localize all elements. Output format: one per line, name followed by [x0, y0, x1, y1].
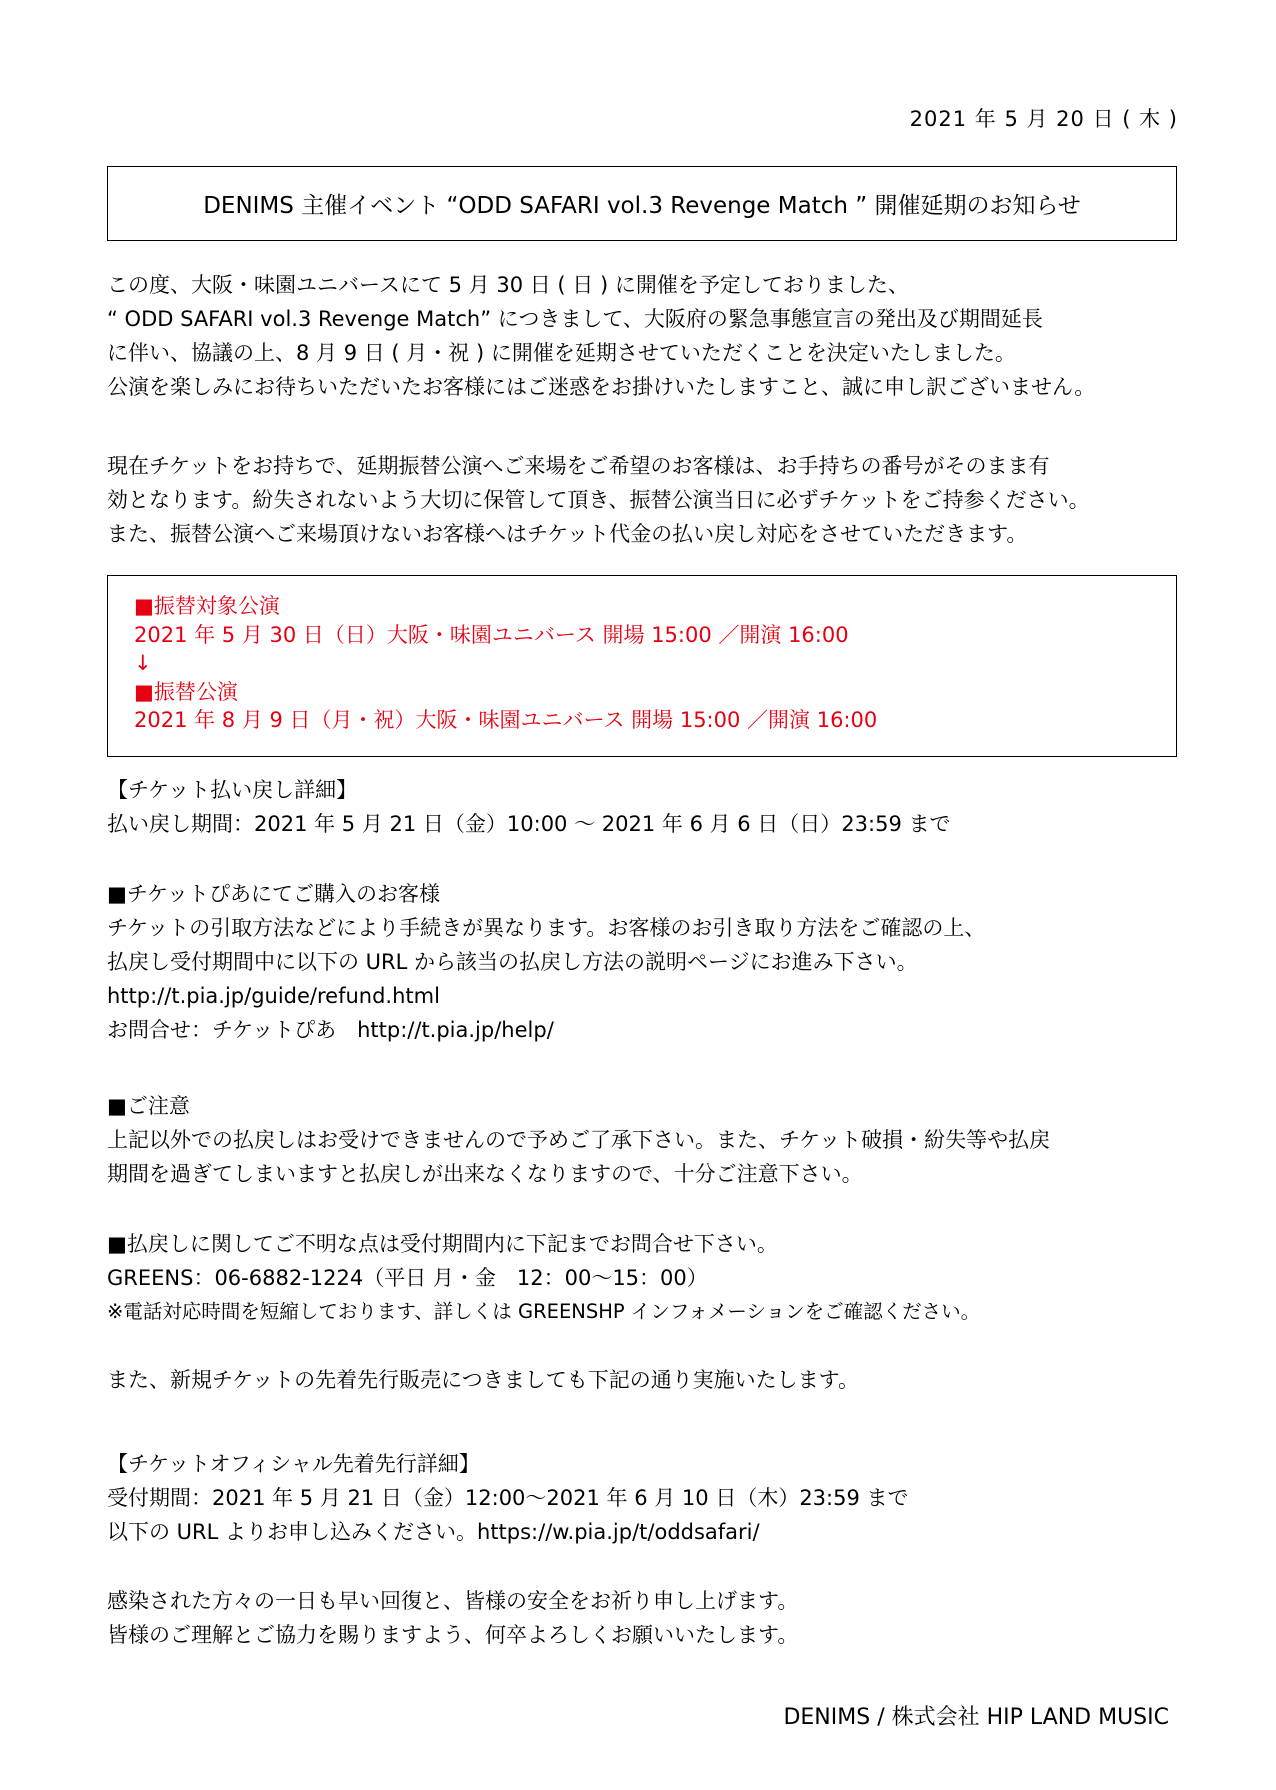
refund-section	[107, 773, 951, 841]
inquiry-note: ※電話対応時間を短縮しております、詳しくは GREENSHP インフォメーションをご確認ください。	[107, 1300, 981, 1323]
ticket-info-line: 効となります。紛失されないよう大切に保管して頂き、振替公演当日に必ずチケットをご持参ください。	[107, 488, 1090, 512]
intro-paragraph	[107, 268, 1095, 404]
intro-line: この度、大阪・味園ユニバースにて 5 月 30 日 ( 日 ) に開催を予定しておりました、	[107, 273, 909, 297]
caution-section	[107, 1089, 1050, 1191]
closing-line: 感染された方々の一日も早い回復と、皆様の安全をお祈り申し上げます。	[107, 1589, 799, 1613]
ticket-info-line: 現在チケットをお持ちで、延期振替公演へご来場をご希望のお客様は、お手持ちの番号がそのまま有	[107, 454, 1050, 478]
official-heading: 【チケットオフィシャル先着先行詳細】	[107, 1452, 480, 1476]
official-url-line[interactable]: 以下の URL よりお申し込みください。https://w.pia.jp/t/oddsafari/	[107, 1520, 760, 1544]
new-sales-notice	[107, 1363, 859, 1397]
ticket-info-paragraph	[107, 449, 1090, 551]
intro-line: “ ODD SAFARI vol.3 Revenge Match” につきまして、大阪府の緊急事態宣言の発出及び期間延長	[107, 307, 1043, 331]
pia-contact: お問合せ：チケットぴあ http://t.pia.jp/help/	[107, 1018, 554, 1042]
new-performance-heading: ■振替公演	[134, 679, 238, 704]
original-performance-heading: ■振替対象公演	[134, 594, 280, 618]
inquiry-phone: GREENS：06-6882-1224（平日 月・金 12：00〜15：00）	[107, 1266, 708, 1290]
ticket-info-line: また、振替公演へご来場頂けないお客様へはチケット代金の払い戻し対応をさせていただきます。	[107, 522, 1028, 546]
pia-section	[107, 877, 985, 1047]
new-sales-line: また、新規チケットの先着先行販売につきましても下記の通り実施いたします。	[107, 1368, 860, 1392]
inquiry-section	[107, 1227, 980, 1329]
official-period: 受付期間：2021 年 5 月 21 日（金）12:00〜2021 年 6 月 10 日（木）23:59 まで	[107, 1486, 909, 1510]
signature: DENIMS / 株式会社 HIP LAND MUSIC	[783, 1705, 1169, 1730]
inquiry-heading: ■払戻しに関してご不明な点は受付期間内に下記までお問合せ下さい。	[107, 1232, 778, 1256]
original-performance-detail: 2021 年 5 月 30 日（日）大阪・味園ユニバース 開場 15:00 ／開演 16:00	[134, 622, 849, 647]
document-date: 2021 年 5 月 20 日 ( 木 )	[909, 107, 1178, 131]
schedule-box	[107, 575, 1177, 757]
caution-line: 期間を過ぎてしまいますと払戻しが出来なくなりますので、十分ご注意下さい。	[107, 1162, 863, 1186]
pia-refund-url[interactable]: http://t.pia.jp/guide/refund.html	[107, 984, 440, 1008]
refund-period: 払い戻し期間：2021 年 5 月 21 日（金）10:00 〜 2021 年 6 月 6 日（日）23:59 まで	[107, 812, 951, 836]
official-presale-section	[107, 1447, 909, 1549]
pia-line: 払戻し受付期間中に以下の URL から該当の払戻し方法の説明ページにお進み下さい。	[107, 950, 918, 974]
intro-line: 公演を楽しみにお待ちいただいたお客様にはご迷惑をお掛けいたしますこと、誠に申し訳ございません。	[107, 375, 1096, 399]
refund-heading: 【チケット払い戻し詳細】	[107, 778, 358, 802]
pia-heading: ■チケットぴあにてご購入のお客様	[107, 882, 440, 906]
down-arrow-icon: ↓	[134, 651, 152, 675]
caution-line: 上記以外での払戻しはお受けできませんので予めご了承下さい。また、チケット破損・紛失等や払戻	[107, 1128, 1051, 1152]
caution-heading: ■ご注意	[107, 1094, 190, 1118]
closing-section	[107, 1584, 798, 1652]
new-performance-detail: 2021 年 8 月 9 日（月・祝）大阪・味園ユニバース 開場 15:00 ／開演 16:00	[134, 708, 878, 732]
pia-line: チケットの引取方法などにより手続きが異なります。お客様のお引き取り方法をご確認の上、	[107, 916, 986, 940]
title-box	[107, 166, 1177, 241]
intro-line: に伴い、協議の上、8 月 9 日 ( 月・祝 ) に開催を延期させていただくことを決定いたしました。	[107, 341, 1016, 365]
closing-line: 皆様のご理解とご協力を賜りますよう、何卒よろしくお願いいたします。	[107, 1623, 799, 1647]
document-title: DENIMS 主催イベント “ODD SAFARI vol.3 Revenge Match ” 開催延期のお知らせ	[203, 193, 1081, 219]
